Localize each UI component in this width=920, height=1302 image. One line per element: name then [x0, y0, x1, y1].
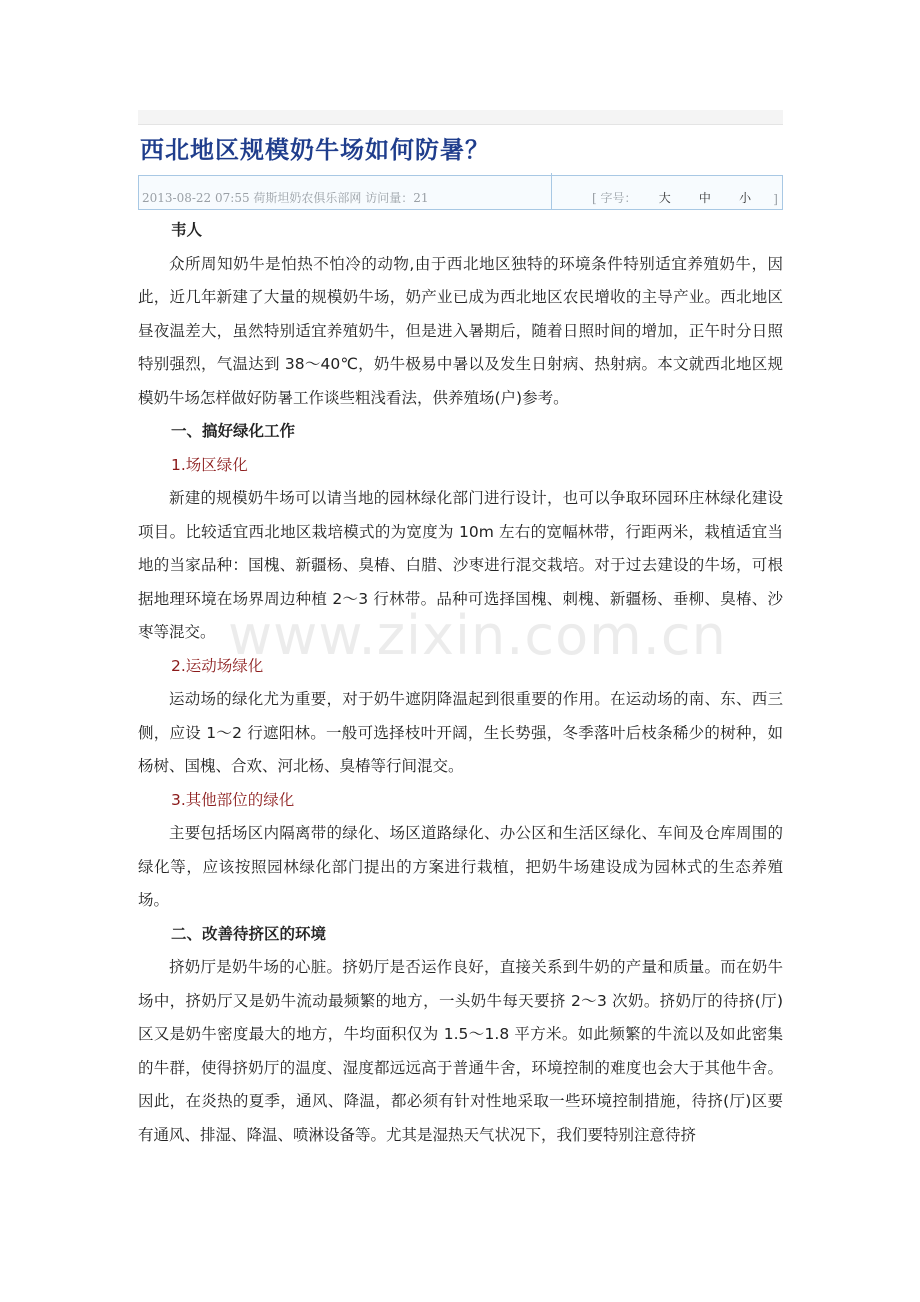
article-title: 西北地区规模奶牛场如何防暑？ — [140, 136, 490, 164]
section-heading: 二、改善待挤区的环境 — [171, 924, 327, 943]
subsection-heading: 2.运动场绿化 — [171, 656, 264, 675]
subsection-heading: 1.场区绿化 — [171, 455, 248, 474]
subsection-heading: 3.其他部位的绿化 — [171, 790, 295, 809]
font-size-controls — [552, 189, 782, 209]
paragraph: 新建的规模奶牛场可以请当地的园林绿化部门进行设计，也可以争取环园环庄林绿化建设项目。比较适宜西北地区栽培模式的为宽度为 10m 左右的宽幅林带，行距两米，栽植适宜当地的当家品种：国槐、新疆杨、臭椿、白腊、沙枣进行混交栽培。对于过去建设的牛场，可根据地理环境在场界周边种植 2～3 行林带。品种可选择国槐、刺槐、新疆杨、垂柳、臭椿、沙枣等混交。 — [138, 489, 783, 641]
font-size-close: ] — [773, 192, 778, 206]
paragraph: 挤奶厅是奶牛场的心脏。挤奶厅是否运作良好，直接关系到牛奶的产量和质量。而在奶牛场中，挤奶厅又是奶牛流动最频繁的地方，一头奶牛每天要挤 2～3 次奶。挤奶厅的待挤(厅)区又是奶牛密度最大的地方，牛均面积仅为 1.5～1.8 平方米。如此频繁的牛流以及如此密集的牛群，使得挤奶厅的温度、湿度都远远高于普通牛舍，环境控制的难度也会大于其他牛舍。因此，在炎热的夏季，通风、降温，都必须有针对性地采取一些环境控制措施，待挤(厅)区要有通风、排湿、降温、喷淋设备等。尤其是湿热天气状况下，我们要特别注意待挤 — [138, 958, 783, 1144]
font-small-button[interactable]: 小 — [739, 191, 752, 205]
meta-bar — [138, 175, 783, 210]
font-large-button[interactable]: 大 — [658, 191, 671, 205]
section-heading: 一、搞好绿化工作 — [171, 422, 296, 440]
article-meta: 2013-08-22 07:55 荷斯坦奶农俱乐部网 访问量：21 — [139, 173, 552, 209]
font-medium-button[interactable]: 中 — [698, 191, 711, 205]
paragraph: 众所周知奶牛是怕热不怕冷的动物,由于西北地区独特的环境条件特别适宜养殖奶牛，因此，近几年新建了大量的规模奶牛场，奶产业已成为西北地区农民增收的主导产业。西北地区昼夜温差大，虽然特别适宜养殖奶牛，但是进入暑期后，随着日照时间的增加，正午时分日照特别强烈，气温达到 38～40℃，奶牛极易中暑以及发生日射病、热射病。本文就西北地区规模奶牛场怎样做好防暑工作谈些粗浅看法，供养殖场(户)参考。 — [138, 254, 783, 407]
watermark: www.zixin.com.cn — [228, 604, 727, 667]
article-author: 韦人 — [171, 221, 203, 239]
article-page — [138, 110, 783, 1152]
paragraph: 运动场的绿化尤为重要，对于奶牛遮阴降温起到很重要的作用。在运动场的南、东、西三侧，应设 1～2 行遮阳林。一般可选择枝叶开阔，生长势强，冬季落叶后枝条稀少的树种，如杨树、国槐、合欢、河北杨、臭椿等行间混交。 — [138, 690, 783, 775]
article-body — [138, 214, 783, 1152]
font-size-label: [ 字号： — [592, 191, 637, 205]
paragraph: 主要包括场区内隔离带的绿化、场区道路绿化、办公区和生活区绿化、车间及仓库周围的绿化等，应该按照园林绿化部门提出的方案进行栽植，把奶牛场建设成为园林式的生态养殖场。 — [138, 824, 783, 909]
top-bar — [138, 110, 783, 125]
